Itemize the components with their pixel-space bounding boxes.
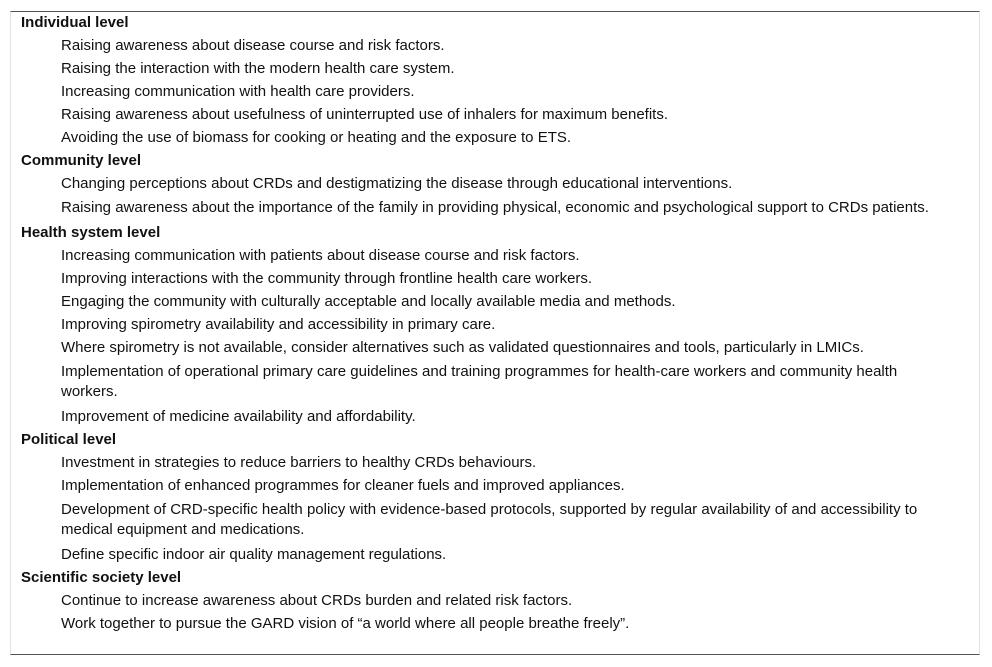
list-item: Avoiding the use of biomass for cooking or heating and the exposure to ETS. — [61, 129, 572, 146]
section-title: Individual level — [21, 14, 129, 31]
list-item: Raising the interaction with the modern health care system. — [61, 60, 455, 77]
list-item: Improving spirometry availability and accessibility in primary care. — [61, 315, 496, 333]
list-item: Increasing communication with patients about disease course and risk factors. — [61, 246, 580, 264]
section-political — [21, 431, 956, 564]
recommendations-table — [21, 14, 956, 638]
section-scientific-society — [21, 569, 956, 633]
list-item: Where spirometry is not available, consider alternatives such as validated questionnaires and tools, particularly in LMICs. — [61, 338, 864, 356]
list-item: Raising awareness about disease course and risk factors. — [61, 37, 445, 54]
list-item: Work together to pursue the GARD vision of “a world where all people breathe freely”. — [61, 614, 630, 632]
section-title: Community level — [21, 152, 142, 169]
list-item: Raising awareness about usefulness of uninterrupted use of inhalers for maximum benefits. — [61, 106, 668, 123]
section-title: Political level — [21, 430, 117, 448]
section-individual — [21, 14, 956, 147]
list-item: Continue to increase awareness about CRDs burden and related risk factors. — [61, 591, 573, 609]
list-item: Define specific indoor air quality management regulations. — [61, 545, 447, 563]
list-item: Increasing communication with health care providers. — [61, 83, 415, 100]
list-item: Changing perceptions about CRDs and destigmatizing the disease through educational interventions. — [61, 175, 733, 192]
list-item: Development of CRD-specific health policy with evidence-based protocols, supported by regular availability of and accessibility to medical equipment and medications. — [61, 500, 918, 538]
list-item: Implementation of enhanced programmes for cleaner fuels and improved appliances. — [61, 476, 625, 494]
list-item: Engaging the community with culturally acceptable and locally available media and methods. — [61, 292, 676, 310]
section-title: Health system level — [21, 223, 161, 241]
list-item: Improving interactions with the community through frontline health care workers. — [61, 269, 593, 287]
list-item: Raising awareness about the importance of the family in providing physical, economic and psychological support to CRDs patients. — [61, 199, 929, 216]
section-community — [21, 152, 956, 219]
section-title: Scientific society level — [21, 568, 182, 586]
section-health-system — [21, 224, 956, 426]
list-item: Implementation of operational primary care guidelines and training programmes for health-care workers and community health workers. — [61, 362, 898, 400]
list-item: Improvement of medicine availability and affordability. — [61, 407, 416, 425]
list-item: Investment in strategies to reduce barriers to healthy CRDs behaviours. — [61, 453, 537, 471]
